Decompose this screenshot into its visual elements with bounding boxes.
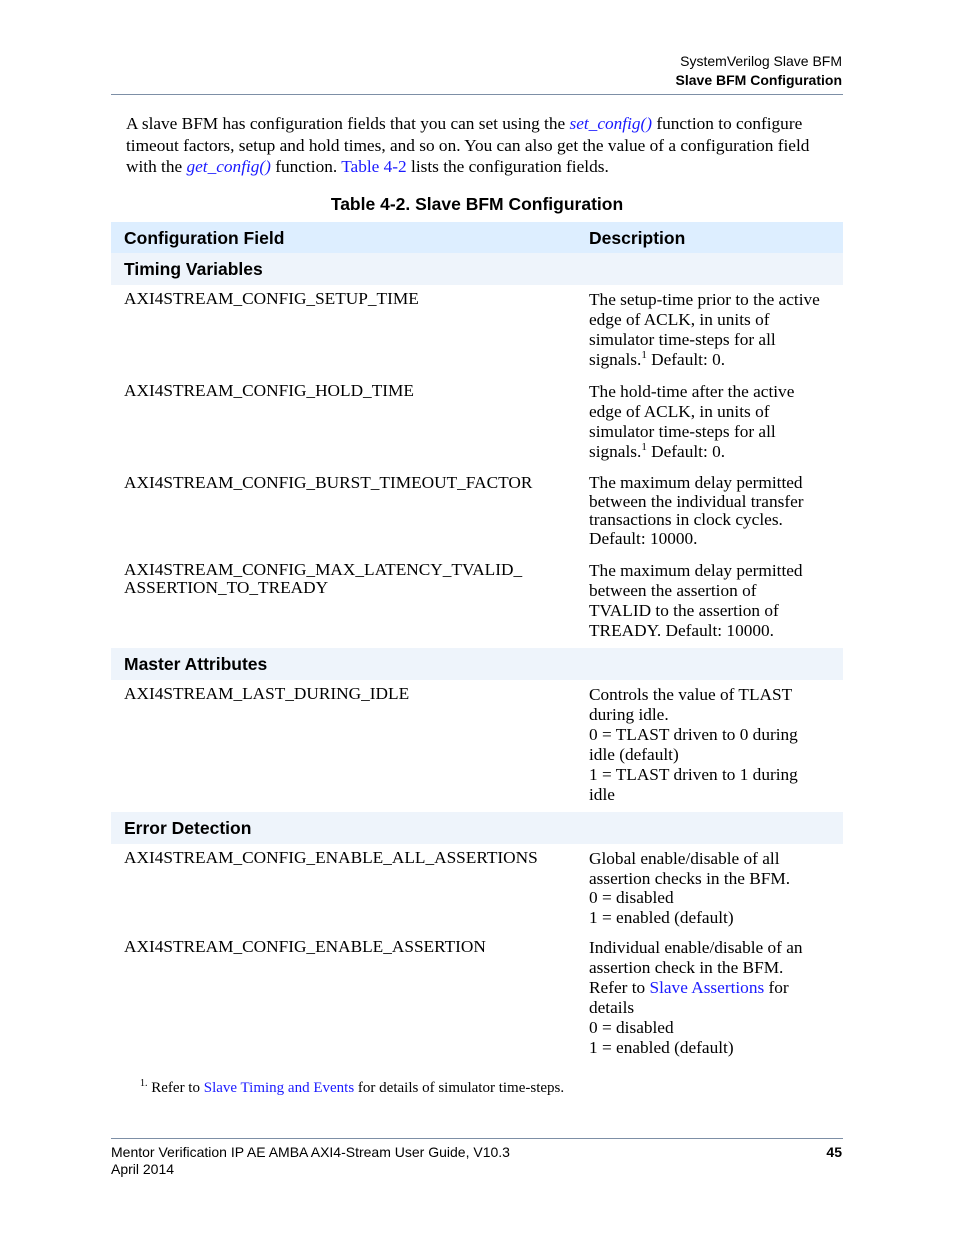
running-header (676, 52, 842, 90)
description-line: 1 = enabled (default) (589, 1038, 734, 1057)
description-line: Global enable/disable of all (589, 849, 780, 868)
slave-timing-events-link[interactable]: Slave Timing and Events (203, 1080, 355, 1096)
description-line: edge of ACLK, in units of (589, 310, 770, 329)
set-config-link[interactable]: set_config() (569, 114, 653, 133)
config-field-name: AXI4STREAM_CONFIG_BURST_TIMEOUT_FACTOR (124, 473, 533, 492)
description-line: Default: 10000. (589, 528, 698, 548)
config-field-description (577, 685, 843, 802)
config-field-name: AXI4STREAM_CONFIG_SETUP_TIME (124, 289, 419, 308)
config-field-name: AXI4STREAM_CONFIG_ENABLE_ALL_ASSERTIONS (124, 848, 538, 867)
footnote-text: for details of simulator time-steps. (354, 1080, 565, 1096)
description-line: edge of ACLK, in units of (589, 402, 770, 421)
config-field-description (577, 382, 843, 459)
description-line: assertion checks in the BFM. (589, 868, 791, 888)
intro-text-3: function. (270, 157, 342, 176)
description-line: idle (default) (589, 745, 679, 764)
table-row (111, 377, 843, 469)
field-name-line: ASSERTION_TO_TREADY (124, 578, 329, 597)
footnote-text: Refer to (147, 1080, 204, 1096)
slave-assertions-link[interactable]: Slave Assertions (649, 978, 765, 997)
field-name-line: AXI4STREAM_CONFIG_MAX_LATENCY_TVALID_ (124, 560, 523, 579)
description-line: 0 = disabled (589, 888, 674, 907)
config-table (111, 222, 843, 1068)
footnote-marker: 1 (641, 349, 647, 362)
description-line: TREADY. Default: 10000. (589, 621, 774, 640)
header-title: SystemVerilog Slave BFM (680, 53, 842, 69)
config-field-name: AXI4STREAM_LAST_DURING_IDLE (124, 684, 410, 703)
section-title: Timing Variables (124, 259, 263, 279)
description-line: The setup-time prior to the active (589, 290, 820, 309)
footnote (140, 1080, 564, 1097)
intro-paragraph (126, 113, 816, 178)
description-line: for (764, 978, 789, 997)
table-row (111, 556, 843, 648)
description-line: 0 = disabled (589, 1018, 674, 1037)
intro-text-2: function to configure timeout factors, setup and hold times, and so on. You can also get the value of a configuration field with the (126, 114, 810, 176)
description-line: 0 = TLAST driven to 0 during (589, 725, 798, 744)
footnote-number: 1. (140, 1078, 148, 1089)
page-number: 45 (826, 1144, 842, 1160)
description-line: Individual enable/disable of an (589, 938, 803, 957)
description-line: details (589, 998, 635, 1017)
table-row (111, 844, 843, 933)
description-line: Default: 0. (646, 350, 726, 369)
description-line: assertion check in the BFM. (589, 958, 784, 977)
description-line: The hold-time after the active (589, 382, 795, 401)
table-row (111, 933, 843, 1068)
footnote-marker: 1 (641, 441, 647, 454)
description-line: simulator time-steps for all (589, 422, 776, 441)
config-field-description (577, 290, 843, 367)
config-field-description (577, 938, 843, 1058)
footer-document-title: Mentor Verification IP AE AMBA AXI4-Stream User Guide, V10.3 (111, 1144, 510, 1160)
footer-divider (111, 1138, 843, 1139)
table-reference-link[interactable]: Table 4-2 (341, 157, 407, 176)
config-field-name: AXI4STREAM_CONFIG_ENABLE_ASSERTION (124, 937, 486, 956)
section-title: Master Attributes (124, 654, 268, 674)
column-header-field: Configuration Field (124, 227, 285, 248)
section-row (111, 812, 843, 844)
description-line: Default: 0. (646, 442, 726, 461)
table-row (111, 680, 843, 812)
footer-date: April 2014 (111, 1161, 175, 1177)
intro-text-4: lists the configuration fields. (406, 157, 609, 176)
config-field-description (577, 474, 843, 546)
description-line: between the assertion of (589, 581, 757, 600)
header-divider (111, 94, 843, 95)
section-title: Error Detection (124, 818, 252, 838)
table-row (111, 469, 843, 556)
section-row (111, 648, 843, 680)
description-line: transactions in clock cycles. (589, 510, 783, 529)
description-line: between the individual transfer (589, 491, 804, 511)
header-subtitle: Slave BFM Configuration (675, 72, 842, 88)
intro-text-1: A slave BFM has configuration fields that you can set using the (126, 114, 570, 133)
table-header-row (111, 222, 843, 253)
description-line: TVALID to the assertion of (589, 601, 779, 620)
get-config-link[interactable]: get_config() (186, 157, 271, 176)
description-line: during idle. (589, 705, 669, 724)
config-field-description (577, 561, 843, 638)
description-line: Controls the value of TLAST (589, 685, 793, 704)
description-line: The maximum delay permitted (589, 473, 803, 492)
description-line: simulator time-steps for all (589, 330, 776, 349)
config-field-name: AXI4STREAM_CONFIG_HOLD_TIME (124, 381, 414, 400)
table-caption: Table 4-2. Slave BFM Configuration (330, 194, 624, 214)
config-field-description (577, 849, 843, 927)
column-header-description: Description (589, 227, 686, 248)
config-field-name (111, 561, 577, 638)
running-footer (111, 1144, 510, 1178)
table-row (111, 285, 843, 377)
description-line: 1 = enabled (default) (589, 907, 734, 927)
section-row (111, 253, 843, 285)
description-line: 1 = TLAST driven to 1 during (589, 765, 798, 784)
description-line: The maximum delay permitted (589, 561, 803, 580)
description-line: signals. (589, 442, 642, 461)
description-line: idle (589, 785, 615, 804)
description-line: Refer to (589, 978, 650, 997)
description-line: signals. (589, 350, 642, 369)
